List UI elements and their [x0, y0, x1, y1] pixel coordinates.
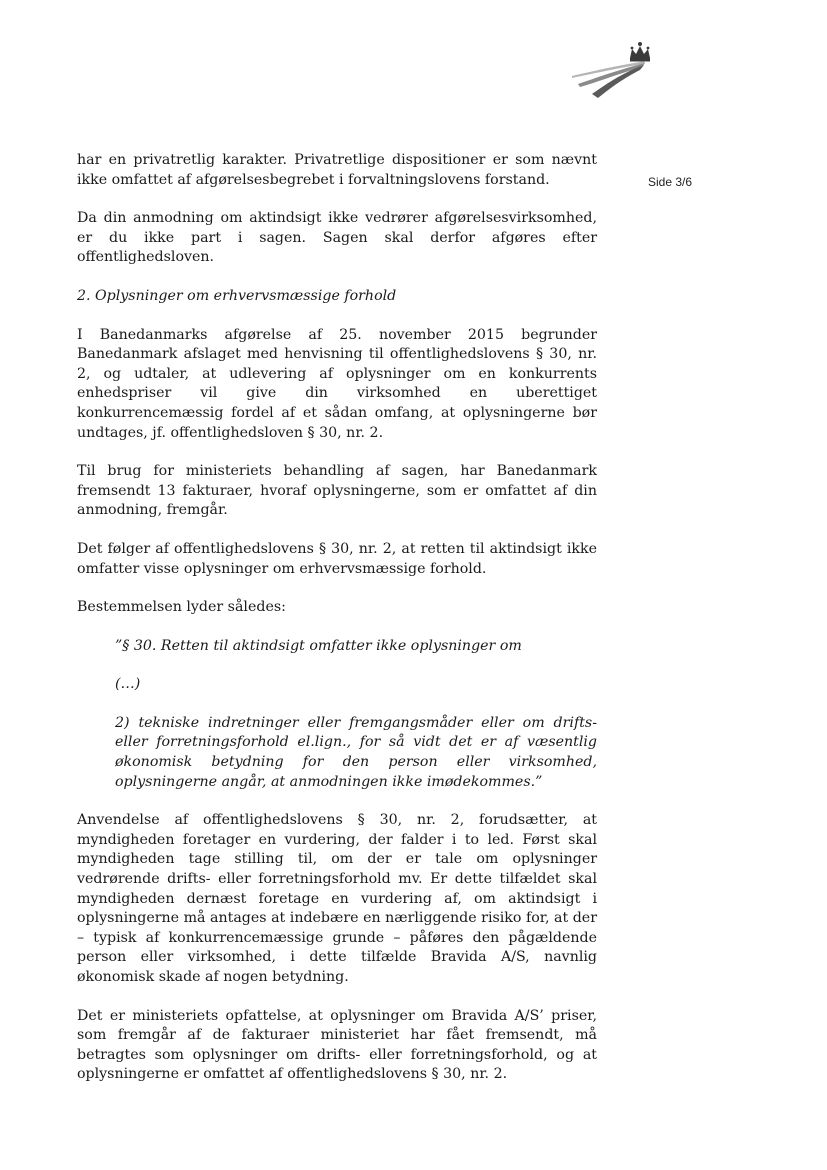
paragraph: I Banedanmarks afgørelse af 25. november 2015 begrunder Banedanmark afslaget med henvisning til offentlighedslovens § 30, nr. 2, og udtaler, at udlevering af oplysninger om en konkurrents enhedspriser vil give din virksomhed en uberettiget konkurrencemæssig fordel af et sådan omfang, at oplysningerne bør undtages, jf. offentlighedsloven § 30, nr. 2.	[77, 326, 597, 441]
paragraph: har en privatretlig karakter. Privatretlige dispositioner er som nævnt ikke omfattet af afgørelsesbegrebet i forvaltningslovens forstand.	[77, 152, 597, 188]
paragraph: Da din anmodning om aktindsigt ikke vedrører afgørelsesvirksomhed, er du ikke part i sagen. Sagen skal derfor afgøres efter offentlighedsloven.	[77, 210, 597, 266]
document-body	[77, 151, 597, 1104]
paragraph: Det er ministeriets opfattelse, at oplysninger om Bravida A/S’ priser, som fremgår af de fakturaer ministeriet har fået fremsendt, må betragtes som oplysninger om drifts- eller forretningsforhold, og at oplysningerne er omfattet af offentlighedslovens § 30, nr. 2.	[77, 1007, 597, 1083]
paragraph: Det følger af offentlighedslovens § 30, nr. 2, at retten til aktindsigt ikke omfatter visse oplysninger om erhvervsmæssige forhold.	[77, 540, 597, 577]
quote-line: ”§ 30. Retten til aktindsigt omfatter ikke oplysninger om	[115, 637, 522, 654]
crown-icon	[630, 42, 650, 62]
page-number: Side 3/6	[648, 175, 693, 189]
quote-text: 2) tekniske indretninger eller fremgangsmåder eller om drifts- eller forretningsforhold el.lign., for så vidt det er af væsentlig økonomisk betydning for den person eller virksomhed, oplysningerne angår, at anmodningen ikke imødekommes.”	[115, 714, 597, 790]
quote-ellipsis: (…)	[115, 676, 141, 693]
crown-rails-logo	[570, 38, 662, 102]
paragraph: Til brug for ministeriets behandling af sagen, har Banedanmark fremsendt 13 fakturaer, hvoraf oplysningerne, som er omfattet af din anmodning, fremgår.	[77, 463, 597, 519]
rails-icon	[572, 61, 646, 98]
paragraph: Bestemmelsen lyder således:	[77, 599, 286, 616]
section-heading: 2. Oplysninger om erhvervsmæssige forhold	[77, 287, 397, 304]
paragraph: Anvendelse af offentlighedslovens § 30, nr. 2, forudsætter, at myndigheden foretager en vurdering, der falder i to led. Først skal myndigheden tage stilling til, om der er tale om oplysninger vedrørende drifts- eller forretningsforhold mv. Er dette tilfældet skal myndigheden dernæst foretage en vurdering af, om aktindsigt i oplysningerne må antages at indebære en nærliggende risiko for, at der – typisk af konkurrencemæssige grunde – påføres den pågældende person eller virksomhed, i dette tilfælde Bravida A/S, navnlig økonomisk skade af nogen betydning.	[77, 812, 597, 985]
